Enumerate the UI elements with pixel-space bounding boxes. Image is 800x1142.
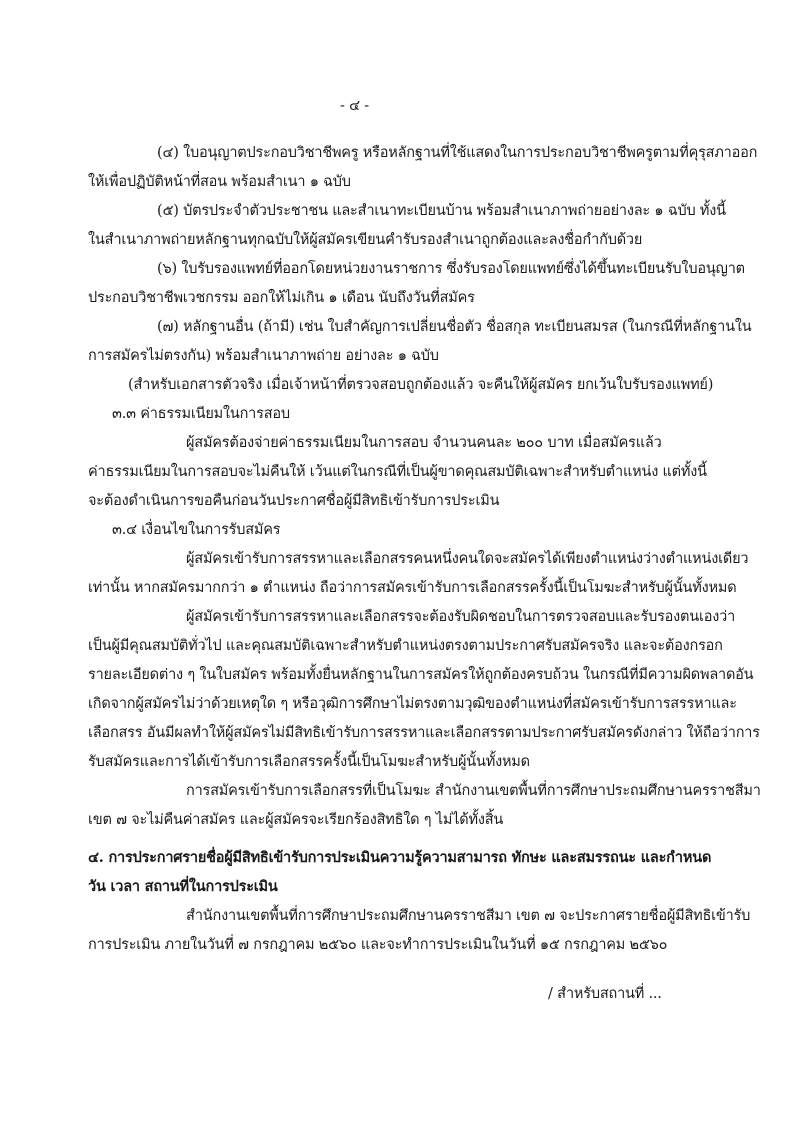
continuation-note: / สำหรับสถานที่ ... <box>548 986 662 1002</box>
section-3-4-p2-line-5: เลือกสรร อันมีผลทำให้ผู้สมัครไม่มีสิทธิเข้ารับการสรรหาและเลือกสรรตามประกาศรับสมัครดังกล่าว ให้ถือว่าการ <box>88 725 760 741</box>
doc-item-5-line-2: ในสำเนาภาพถ่ายหลักฐานทุกฉบับให้ผู้สมัครเขียนคำรับรองสำเนาถูกต้องและลงชื่อกำกับด้วย <box>88 232 643 248</box>
section-3-4-heading: ๓.๔ เงื่อนไขในการรับสมัคร <box>112 522 281 538</box>
doc-item-7-line-2: การสมัครไม่ตรงกัน) พร้อมสำเนาภาพถ่าย อย่างละ ๑ ฉบับ <box>88 348 439 364</box>
section-3-4-p2-line-1: ผู้สมัครเข้ารับการสรรหาและเลือกสรรจะต้องรับผิดชอบในการตรวจสอบและรับรองตนเองว่า <box>186 609 736 625</box>
section-4-line-1: สำนักงานเขตพื้นที่การศึกษาประถมศึกษานครราชสีมา เขต ๗ จะประกาศรายชื่อผู้มีสิทธิเข้ารับ <box>186 908 751 924</box>
section-3-4-p2-line-3: รายละเอียดต่าง ๆ ในใบสมัคร พร้อมทั้งยื่นหลักฐานในการสมัครให้ถูกต้องครบถ้วน ในกรณีที่มีความผิดพลาดอัน <box>88 667 754 683</box>
section-3-3-line-3: จะต้องดำเนินการขอคืนก่อนวันประกาศชื่อผู้มีสิทธิเข้ารับการประเมิน <box>88 493 500 509</box>
section-3-4-p2-line-4: เกิดจากผู้สมัครไม่ว่าด้วยเหตุใด ๆ หรือวุฒิการศึกษาไม่ตรงตามวุฒิของตำแหน่งที่สมัครเข้ารับการสรรหาและ <box>88 696 737 712</box>
section-3-4-p1-line-2: เท่านั้น หากสมัครมากกว่า ๑ ตำแหน่ง ถือว่าการสมัครเข้ารับการเลือกสรรครั้งนี้เป็นโมฆะสำหรับผู้นั้นทั้งหมด <box>88 580 737 596</box>
doc-item-4-line-2: ให้เพื่อปฏิบัติหน้าที่สอน พร้อมสำเนา ๑ ฉบับ <box>88 174 351 190</box>
doc-item-6-line-1: (๖) ใบรับรองแพทย์ที่ออกโดยหน่วยงานราชการ ซึ่งรับรองโดยแพทย์ซึ่งได้ขึ้นทะเบียนรับใบอนุญาต <box>157 261 745 277</box>
section-3-3-heading: ๓.๓ ค่าธรรมเนียมในการสอบ <box>112 406 290 422</box>
section-3-4-p2-line-2: เป็นผู้มีคุณสมบัติทั่วไป และคุณสมบัติเฉพาะสำหรับตำแหน่งตรงตามประกาศรับสมัครจริง และจะต้องกรอก <box>88 638 723 654</box>
section-4-heading-line-1: ๔. การประกาศรายชื่อผู้มีสิทธิเข้ารับการประเมินความรู้ความสามารถ ทักษะ และสมรรถนะ และกำหนด <box>88 849 712 866</box>
doc-item-4-line-1: (๔) ใบอนุญาตประกอบวิชาชีพครู หรือหลักฐานที่ใช้แสดงในการประกอบวิชาชีพครูตามที่คุรุสภาออก <box>157 145 758 161</box>
section-3-3-line-1: ผู้สมัครต้องจ่ายค่าธรรมเนียมในการสอบ จำนวนคนละ ๒๐๐ บาท เมื่อสมัครแล้ว <box>186 435 662 451</box>
section-3-4-p3-line-1: การสมัครเข้ารับการเลือกสรรที่เป็นโมฆะ สำนักงานเขตพื้นที่การศึกษาประถมศึกษานครราชสีมา <box>186 783 761 799</box>
section-4-heading-line-2: วัน เวลา สถานที่ในการประเมิน <box>88 878 278 895</box>
doc-item-6-line-2: ประกอบวิชาชีพเวชกรรม ออกให้ไม่เกิน ๑ เดือน นับถึงวันที่สมัคร <box>88 290 475 306</box>
section-4-line-2: การประเมิน ภายในวันที่ ๗ กรกฎาคม ๒๕๖๐ และจะทำการประเมินในวันที่ ๑๕ กรกฎาคม ๒๕๖๐ <box>88 937 668 953</box>
section-3-4-p2-line-6: รับสมัครและการได้เข้ารับการเลือกสรรครั้งนี้เป็นโมฆะสำหรับผู้นั้นทั้งหมด <box>88 754 530 770</box>
doc-item-5-line-1: (๕) บัตรประจำตัวประชาชน และสำเนาทะเบียนบ้าน พร้อมสำเนาภาพถ่ายอย่างละ ๑ ฉบับ ทั้งนี้ <box>157 203 726 219</box>
section-3-3-line-2: ค่าธรรมเนียมในการสอบจะไม่คืนให้ เว้นแต่ในกรณีที่เป็นผู้ขาดคุณสมบัติเฉพาะสำหรับตำแหน่ง แต่ทั้งนี้ <box>88 464 707 480</box>
section-3-4-p1-line-1: ผู้สมัครเข้ารับการสรรหาและเลือกสรรคนหนึ่งคนใดจะสมัครได้เพียงตำแหน่งว่างตำแหน่งเดียว <box>186 551 749 567</box>
section-3-4-p3-line-2: เขต ๗ จะไม่คืนค่าสมัคร และผู้สมัครจะเรียกร้องสิทธิใด ๆ ไม่ได้ทั้งสิ้น <box>88 812 504 828</box>
doc-item-7-line-1: (๗) หลักฐานอื่น (ถ้ามี) เช่น ใบสำคัญการเปลี่ยนชื่อตัว ชื่อสกุล ทะเบียนสมรส (ในกรณีที่หลักฐานใน <box>157 319 752 335</box>
page-number: - ๔ - <box>340 98 369 114</box>
original-documents-note: (สำหรับเอกสารตัวจริง เมื่อเจ้าหน้าที่ตรวจสอบถูกต้องแล้ว จะคืนให้ผู้สมัคร ยกเว้นใบรับรองแพทย์) <box>128 377 714 393</box>
